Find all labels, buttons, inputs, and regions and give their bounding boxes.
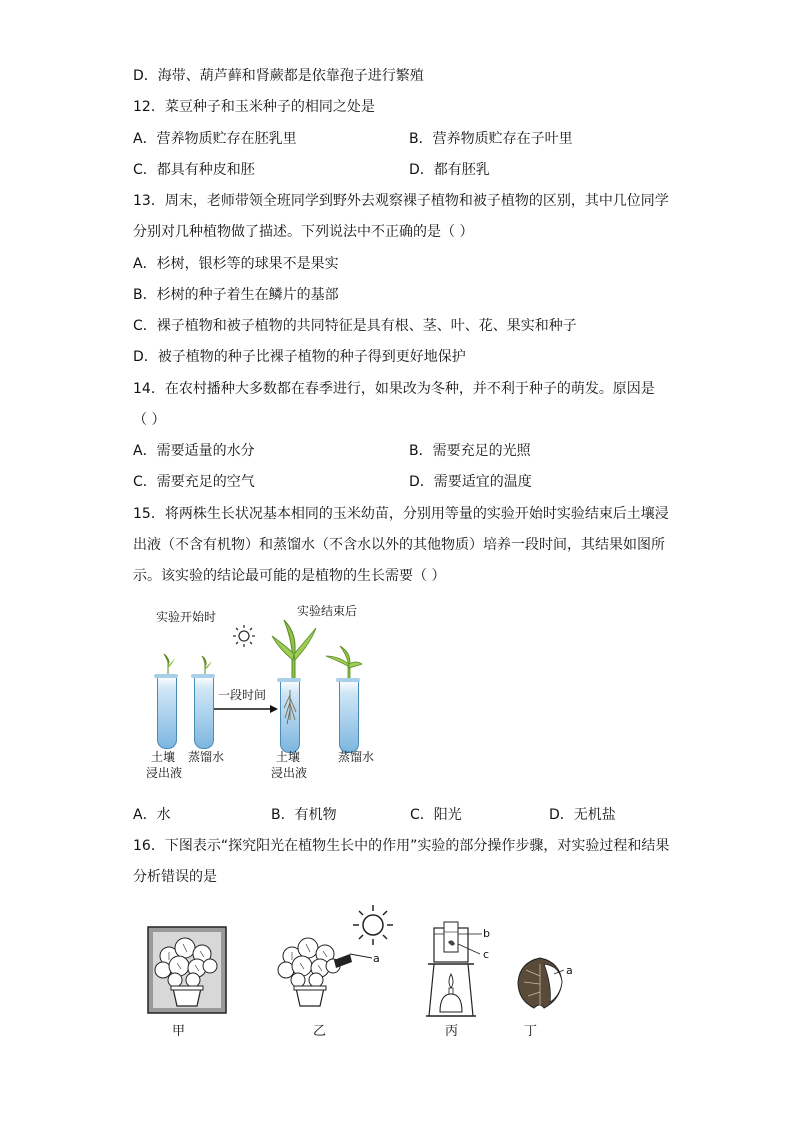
q15-option-d: D．无机盐 xyxy=(549,807,616,823)
q14-option-a: A．需要适量的水分 xyxy=(133,443,255,459)
q15-stem-line2: 出液（不含有机物）和蒸馏水（不含水以外的其他物质）培养一段时间，其结果如图所 xyxy=(133,537,665,553)
q14-stem-line2: （ ） xyxy=(133,412,166,428)
q13-option-d: D．被子植物的种子比裸子植物的种子得到更好地保护 xyxy=(133,349,466,365)
q12-option-d: D．都有胚乳 xyxy=(409,162,490,178)
sun-icon xyxy=(232,624,256,648)
plant-in-dark-box-icon xyxy=(147,926,227,1014)
q14-option-b: B．需要充足的光照 xyxy=(409,443,531,459)
q15-stem-line3: 示。该实验的结论最可能的是植物的生长需要（ ） xyxy=(133,568,446,584)
q13-stem-line1: 13．周末，老师带领全班同学到野外去观察裸子植物和被子植物的区别，其中几位同学 xyxy=(133,193,669,209)
tube2-label: 蒸馏水 xyxy=(188,750,225,764)
q13-stem-line2: 分别对几种植物做了描述。下列说法中不正确的是（ ） xyxy=(133,224,474,240)
q13-option-c: C．裸子植物和被子植物的共同特征是具有根、茎、叶、花、果实和种子 xyxy=(133,318,577,334)
seedling-icon xyxy=(158,654,178,676)
tube4-label: 蒸馏水 xyxy=(338,750,375,764)
roots-icon xyxy=(281,690,299,726)
q15-option-b: B．有机物 xyxy=(271,807,337,823)
label-a-stained-leaf: a xyxy=(566,964,573,977)
label-experiment-start: 实验开始时 xyxy=(156,610,217,624)
q12-option-b: B．营养物质贮存在子叶里 xyxy=(409,131,573,147)
q13-option-a: A．杉树，银杉等的球果不是果实 xyxy=(133,256,339,272)
label-b: b xyxy=(483,927,490,940)
caption-bing: 丙 xyxy=(445,1024,459,1039)
q14-option-d: D．需要适宜的温度 xyxy=(409,474,532,490)
q15-option-a: A．水 xyxy=(133,807,171,823)
test-tube-soil-extract-start xyxy=(157,676,177,749)
seedling-icon xyxy=(195,656,215,676)
plant-with-covered-leaf-icon xyxy=(274,926,354,1014)
label-c: c xyxy=(483,948,490,961)
corn-plant-icon xyxy=(270,620,320,686)
q13-option-b: B．杉树的种子着生在鳞片的基部 xyxy=(133,287,339,303)
tube1-label-line1: 土壤 xyxy=(151,750,176,764)
q15-stem-line1: 15．将两株生长状况基本相同的玉米幼苗，分别用等量的实验开始时实验结束后土壤浸 xyxy=(133,506,669,522)
caption-yi: 乙 xyxy=(313,1024,327,1039)
tube3-label-line2: 浸出液 xyxy=(271,766,308,780)
q14-stem-line1: 14．在农村播种大多数都在春季进行，如果改为冬种，并不利于种子的萌发。原因是 xyxy=(133,381,655,397)
arrow-icon xyxy=(214,704,278,714)
q12-stem: 12．菜豆种子和玉米种子的相同之处是 xyxy=(133,99,375,115)
label-a-leaf-covered: a xyxy=(373,952,380,965)
tube3-label-line1: 土壤 xyxy=(276,750,301,764)
caption-ding: 丁 xyxy=(524,1024,538,1039)
caption-jia: 甲 xyxy=(172,1024,186,1039)
q16-stem-line2: 分析错误的是 xyxy=(133,869,217,885)
arrow-label: 一段时间 xyxy=(218,688,267,702)
q15-option-c: C．阳光 xyxy=(410,807,462,823)
label-pointer-line xyxy=(350,954,374,960)
q11-option-d: D．海带、葫芦藓和肾蕨都是依靠孢子进行繁殖 xyxy=(133,68,424,84)
test-tube-distilled-water-end xyxy=(339,680,359,753)
label-experiment-end: 实验结束后 xyxy=(297,604,358,618)
q16-stem-line1: 16．下图表示“探究阳光在植物生长中的作用”实验的部分操作步骤，对实验过程和结果 xyxy=(133,838,670,854)
test-tube-distilled-water-start xyxy=(194,676,214,749)
weak-seedling-icon xyxy=(324,644,364,680)
q14-option-c: C．需要充足的空气 xyxy=(133,474,255,490)
sun-icon xyxy=(352,904,394,946)
water-bath-apparatus-icon xyxy=(426,920,488,1020)
tube1-label-line2: 浸出液 xyxy=(146,766,183,780)
stained-leaf-icon xyxy=(514,956,566,1012)
q12-option-c: C．都具有种皮和胚 xyxy=(133,162,255,178)
q12-option-a: A．营养物质贮存在胚乳里 xyxy=(133,131,297,147)
